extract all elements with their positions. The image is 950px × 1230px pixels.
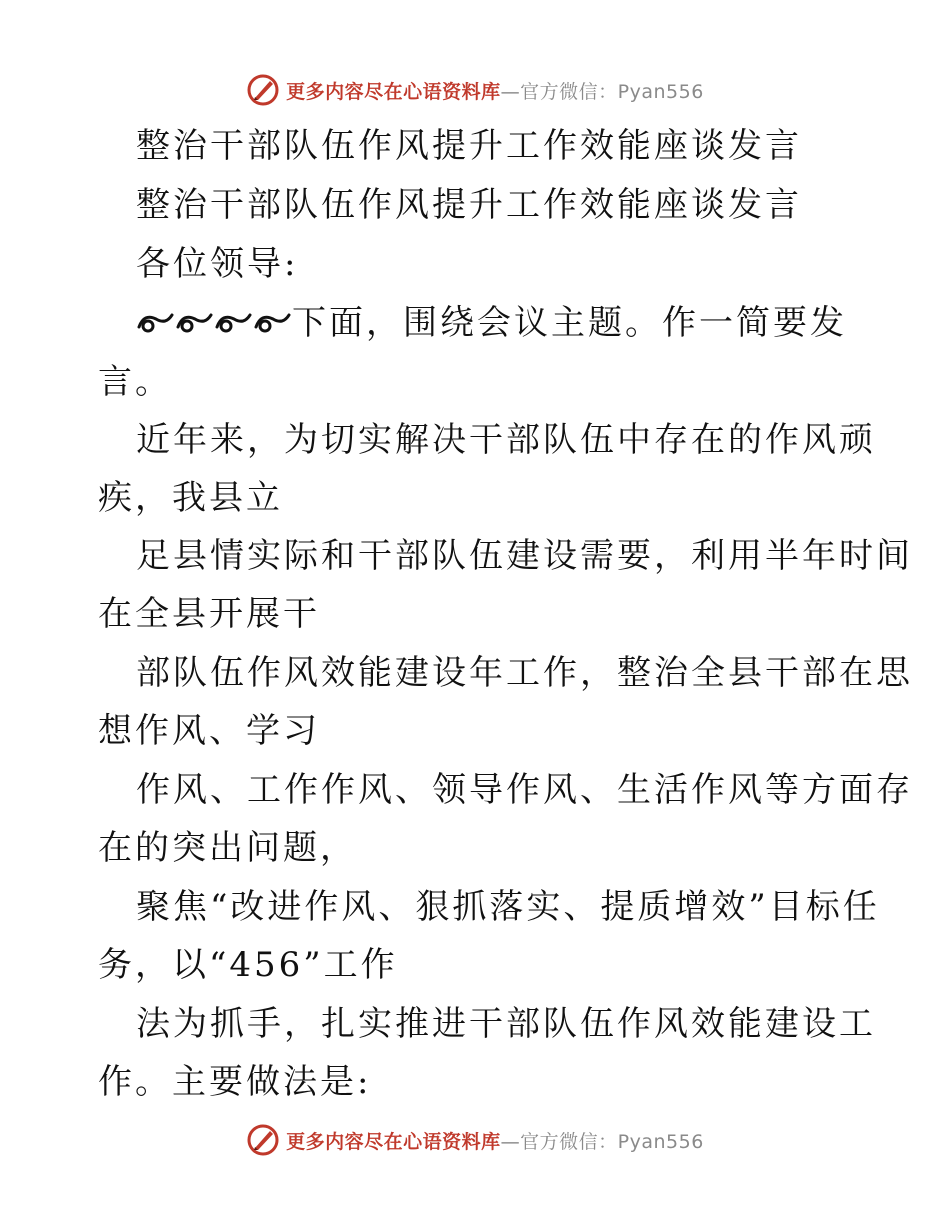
paragraph-line: 作风、工作作风、领导作风、生活作风等方面存 [136, 770, 913, 810]
paragraph-line: 在全县开展干 [98, 594, 320, 634]
banner-text [286, 77, 704, 104]
scroll-ornament-icon [136, 307, 292, 337]
banner-wechat-text: 官方微信：Pyan556 [520, 80, 704, 103]
header-banner [0, 70, 950, 110]
paragraph-line: 部队伍作风效能建设年工作，整治全县干部在思 [136, 653, 913, 693]
paragraph-line: 在的突出问题， [98, 828, 357, 868]
banner-separator: — [500, 80, 521, 103]
banner-main-text: 更多内容尽在心语资料库 [286, 80, 501, 103]
paragraph-line: 疾，我县立 [98, 478, 283, 518]
paragraph-line: 聚焦“改进作风、狠抓落实、提质增效”目标任 [136, 887, 880, 927]
salutation: 各位领导: [136, 244, 299, 284]
paragraph-line: 务，以“456”工作 [98, 945, 398, 985]
paragraph-line: 想作风、学习 [98, 711, 320, 751]
paragraph-line: 足县情实际和干部队伍建设需要，利用半年时间 [136, 536, 913, 576]
paragraph-line: 法为抓手，扎实推进干部队伍作风效能建设工 [136, 1004, 876, 1044]
doc-title-repeat: 整治干部队伍作风提升工作效能座谈发言 [136, 185, 802, 225]
paragraph-line: 近年来，为切实解决干部队伍中存在的作风顽 [136, 420, 876, 460]
banner-main-text: 更多内容尽在心语资料库 [286, 1130, 501, 1153]
feather-pen-logo-icon [246, 73, 280, 107]
paragraph-line: 言。 [98, 362, 172, 402]
doc-title: 整治干部队伍作风提升工作效能座谈发言 [136, 126, 802, 166]
feather-pen-logo-icon [246, 1123, 280, 1157]
banner-text [286, 1127, 704, 1154]
banner-separator: — [500, 1130, 521, 1153]
banner-wechat-text: 官方微信：Pyan556 [520, 1130, 704, 1153]
paragraph-line: 作。主要做法是: [98, 1062, 372, 1102]
paragraph-text: 下面，围绕会议主题。作一简要发 [292, 303, 847, 343]
paragraph-line [136, 303, 847, 343]
footer-banner [0, 1120, 950, 1160]
